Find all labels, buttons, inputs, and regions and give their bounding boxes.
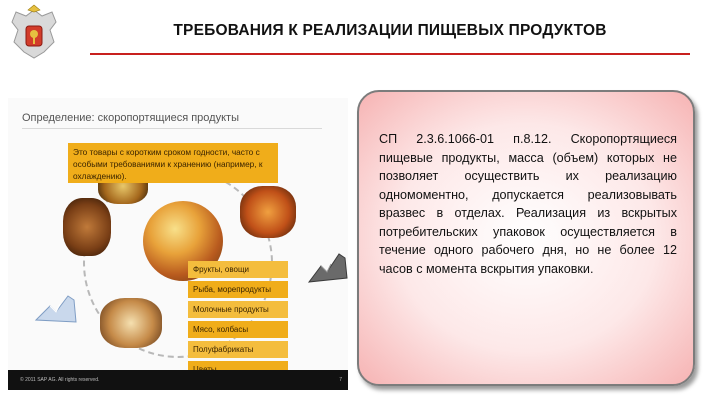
regulation-card (357, 90, 695, 386)
embedded-divider (22, 128, 322, 129)
embedded-slide-image (8, 98, 348, 390)
regulation-text: СП 2.3.6.1066-01 п.8.12. Скоропортящиеся пищевые продукты, масса (объем) которых не позволяет осуществить их реализацию одномоментно, допускается реализовывать вразвес в отделах. Реализация из вскрытых потребительских упаковок осуществляется в течение одного рабочего дня, но не более 12 часов с момента вскрытия упаковки. (379, 132, 677, 276)
food-photo-bottom (100, 298, 162, 348)
blue-arrow-icon (30, 286, 80, 328)
slide-title: ТРЕБОВАНИЯ К РЕАЛИЗАЦИИ ПИЩЕВЫХ ПРОДУКТОВ (173, 22, 607, 39)
copyright-text: © 2011 SAP AG. All rights reserved. (20, 377, 100, 383)
category-item: Мясо, колбасы (188, 321, 288, 338)
category-list (188, 261, 288, 381)
coat-of-arms-emblem (8, 4, 60, 62)
food-photo-right (240, 186, 296, 238)
embedded-footer (8, 370, 348, 390)
food-photo-left (63, 198, 111, 256)
page-number: 7 (339, 377, 342, 383)
category-item: Рыба, морепродукты (188, 281, 288, 298)
dark-arrow-icon (305, 248, 351, 288)
embedded-heading: Определение: скоропортящиеся продукты (22, 112, 239, 124)
category-item: Фрукты, овощи (188, 261, 288, 278)
category-item: Полуфабрикаты (188, 341, 288, 358)
title-divider (90, 53, 690, 55)
definition-box: Это товары с коротким сроком годности, часто с особыми требованиями к хранению (например, к охлаждению). (68, 143, 278, 183)
category-item: Молочные продукты (188, 301, 288, 318)
